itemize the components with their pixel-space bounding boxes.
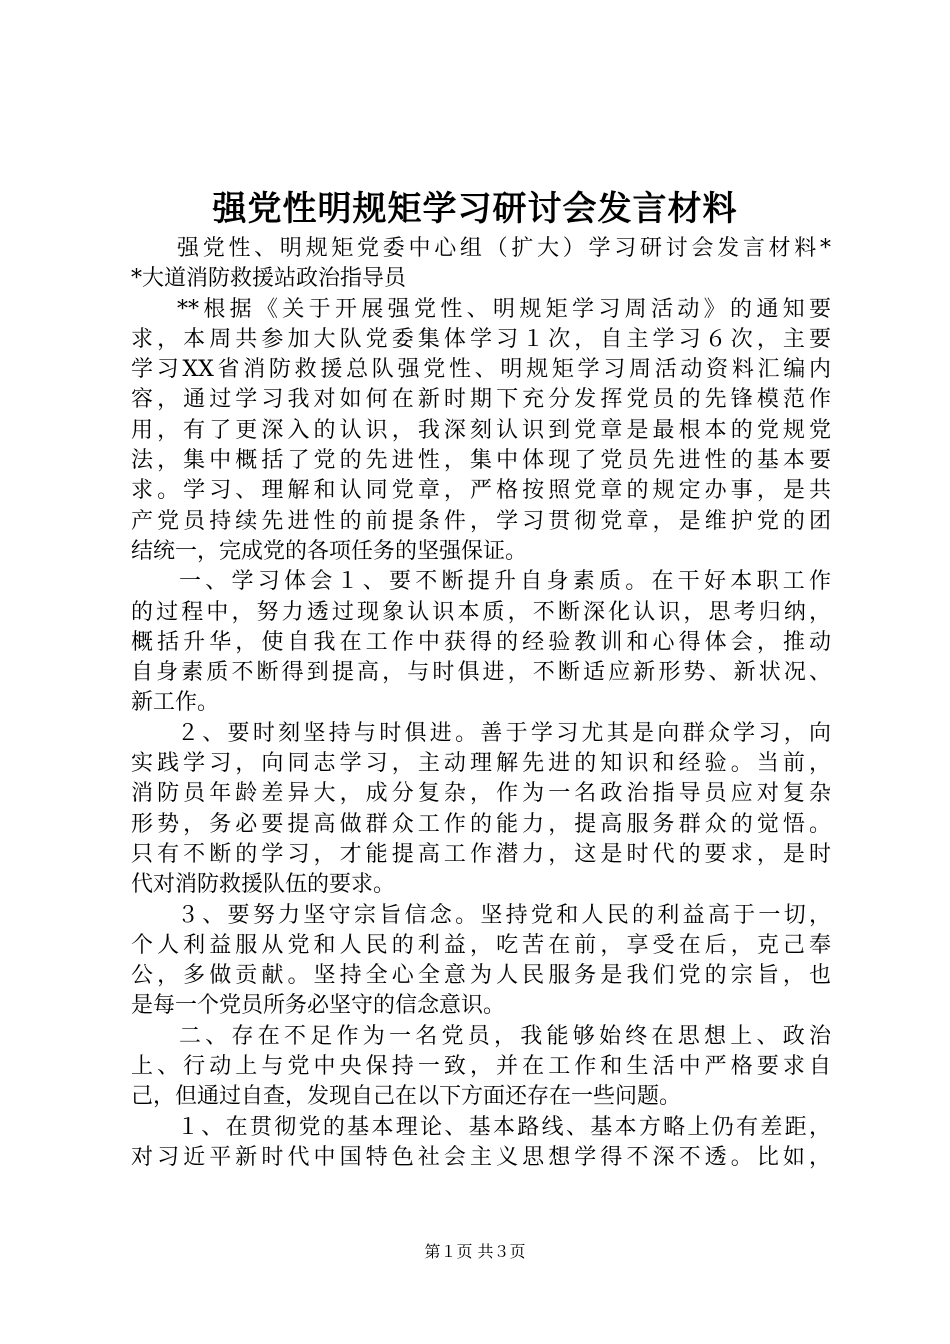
- paragraph-line: 二、存在不足作为一名党员，我能够始终在思想上、政治: [179, 1023, 831, 1049]
- paragraph-line: **根据《关于开展强党性、明规矩学习周活动》的通知要: [177, 296, 831, 322]
- paragraph-line: 消防员年龄差异大，成分复杂，作为一名政治指导员应对复杂: [131, 781, 831, 807]
- paragraph-line: 形势，务必要提高做群众工作的能力，提高服务群众的觉悟。: [131, 811, 831, 837]
- paragraph-line: ３、要努力坚守宗旨信念。坚持党和人民的利益高于一切，: [177, 902, 831, 928]
- paragraph-line: 法，集中概括了党的先进性，集中体现了党员先进性的基本要: [131, 448, 831, 474]
- paragraph-line: ２、要时刻坚持与时俱进。善于学习尤其是向群众学习，向: [177, 720, 831, 746]
- paragraph-line: 求，本周共参加大队党委集体学习１次，自主学习６次，主要: [131, 326, 831, 352]
- paragraph-line: 产党员持续先进性的前提条件，学习贯彻党章，是维护党的团: [131, 508, 831, 534]
- page-number-footer: 第１页 共３页: [424, 1242, 526, 1261]
- paragraph-line: 上、行动上与党中央保持一致，并在工作和生活中严格要求自: [131, 1054, 831, 1080]
- paragraph-line: 实践学习，向同志学习，主动理解先进的知识和经验。当前，: [131, 751, 831, 777]
- document-body: [131, 234, 831, 1173]
- paragraph-line: 结统一，完成党的各项任务的坚强保证。: [131, 538, 528, 564]
- paragraph-line: 学习XX省消防救援总队强党性、明规矩学习周活动资料汇编内: [131, 357, 831, 383]
- paragraph-line: 自身素质不断得到提高，与时俱进，不断适应新形势、新状况、: [131, 660, 831, 686]
- paragraph-line: 用，有了更深入的认识，我深刻认识到党章是最根本的党规党: [131, 417, 831, 443]
- paragraph-line: 的过程中，努力透过现象认识本质，不断深化认识，思考归纳，: [131, 599, 831, 625]
- document-title: 强党性明规矩学习研讨会发言材料: [212, 189, 738, 229]
- paragraph-line: 公，多做贡献。坚持全心全意为人民服务是我们党的宗旨，也: [131, 963, 831, 989]
- paragraph-line: 一、学习体会１、要不断提升自身素质。在干好本职工作: [179, 569, 831, 595]
- paragraph-line: 代对消防救援队伍的要求。: [131, 872, 396, 898]
- paragraph-line: 求。学习、理解和认同党章，严格按照党章的规定办事，是共: [131, 478, 831, 504]
- paragraph-line: 只有不断的学习，才能提高工作潜力，这是时代的要求，是时: [131, 841, 831, 867]
- paragraph-line: １、在贯彻党的基本理论、基本路线、基本方略上仍有差距，: [177, 1114, 831, 1140]
- paragraph-line: 概括升华，使自我在工作中获得的经验教训和心得体会，推动: [131, 629, 831, 655]
- paragraph-line: 对习近平新时代中国特色社会主义思想学得不深不透。比如，: [131, 1144, 831, 1170]
- paragraph-line: 个人利益服从党和人民的利益，吃苦在前，享受在后，克己奉: [131, 932, 831, 958]
- paragraph-line: 容，通过学习我对如何在新时期下充分发挥党员的先锋模范作: [131, 387, 831, 413]
- paragraph-line: 强党性、明规矩党委中心组（扩大）学习研讨会发言材料*: [177, 236, 831, 261]
- paragraph-line: 新工作。: [131, 690, 220, 716]
- paragraph-line: 是每一个党员所务必坚守的信念意识。: [131, 993, 506, 1019]
- paragraph-line: *大道消防救援站政治指导员: [131, 266, 407, 292]
- paragraph-line: 己，但通过自查，发现自己在以下方面还存在一些问题。: [131, 1084, 682, 1110]
